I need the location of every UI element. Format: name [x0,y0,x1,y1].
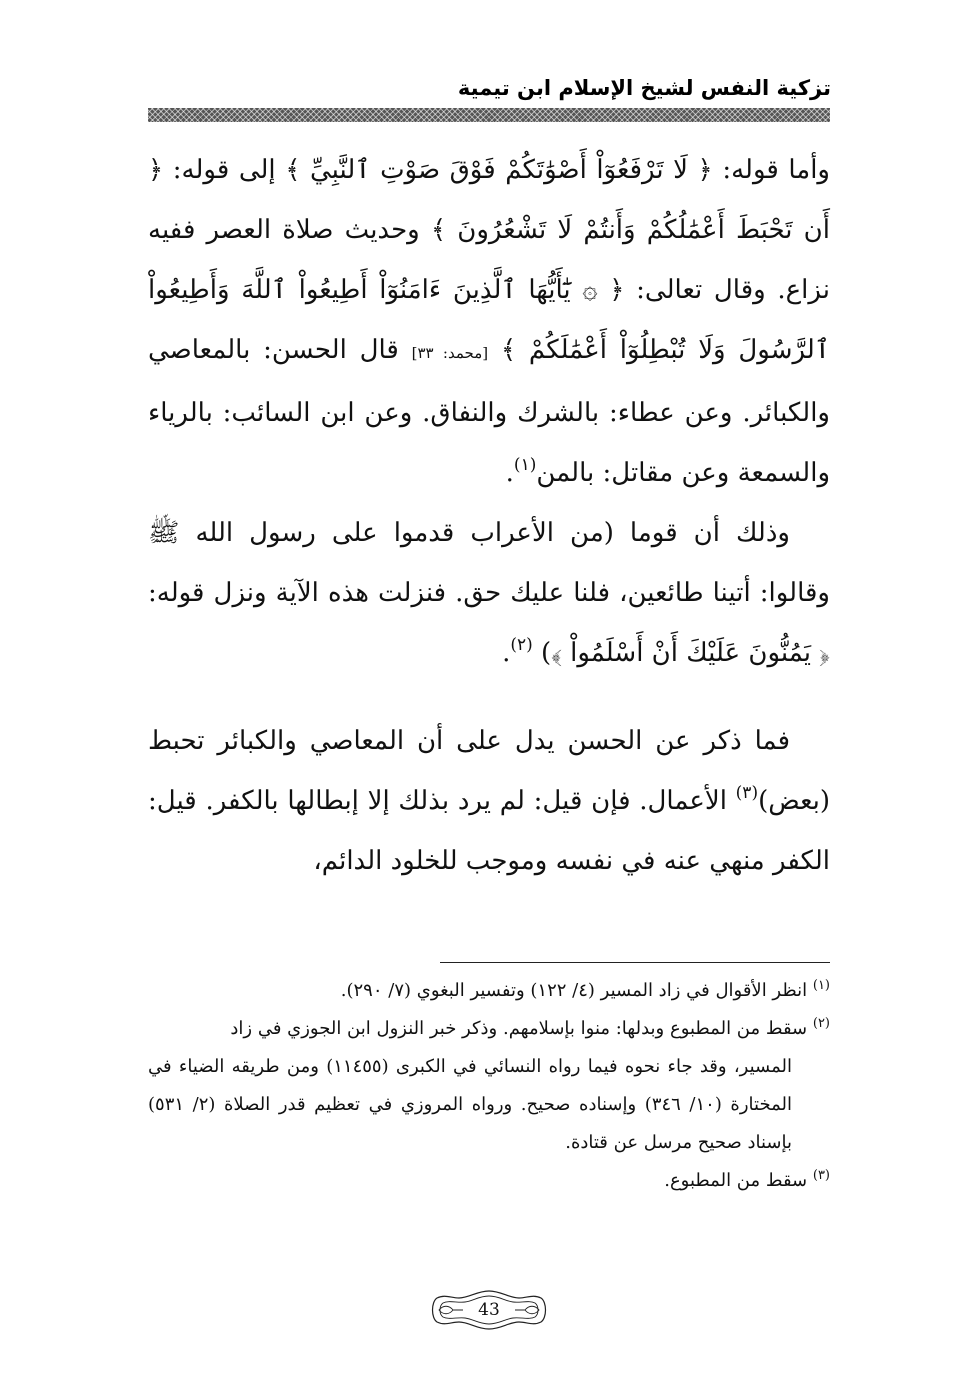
paragraph-1-text-b: قال الحسن: بالمعاصي والكبائر. وعن عطاء: بالشرك والنفاق. وعن ابن السائب: بالرياء والسمعة وعن مقاتل: بالمن [148,335,830,488]
paragraph-3 [148,711,830,891]
footnote-3 [148,1162,830,1200]
paragraph-2 [148,503,830,683]
page-number: 43 [478,1300,500,1320]
running-title: تزكية النفس لشيخ الإسلام ابن تيمية [457,76,831,100]
footnote-2-continuation: المسير، وقد جاء نحوه فيما رواه النسائي في الكبرى (١١٤٥٥) ومن طريقه الضياء في المختارة (١٠/ ٣٤٦) وإسناده صحيح. ورواه المروزي في تعظيم قدر الصلاة (٢/ ٥٣١) بإسناد صحيح مرسل عن قتادة. [148,1056,792,1153]
footnote-2 [148,1010,830,1048]
paragraph-1 [148,140,830,503]
footnote-ref-1: (١) [513,455,537,475]
paragraph-1-text-a: وأما قوله: ﴿ لَا تَرْفَعُوٓاْ أَصْوَٰتَكُمْ فَوْقَ صَوْتِ ٱلنَّبِيِّ ﴾ إلى قوله: ﴿ أَن تَحْبَطَ أَعْمَٰلُكُمْ وَأَنتُمْ لَا تَشْعُرُونَ ﴾ وحديث صلاة العصر ففيه نزاع. وقال تعالى: ﴿ ۞ يَٰٓأَيُّهَا ٱلَّذِينَ ءَامَنُوٓاْ أَطِيعُواْ ٱللَّهَ وَأَطِيعُواْ ٱلرَّسُولَ وَلَا تُبْطِلُوٓاْ أَعْمَٰلَكُمْ ﴾ [148,155,830,365]
footnote-2-text: سقط من المطبوع وبدلها: منوا بإسلامهم. وذكر خبر النزول ابن الجوزي في زاد [230,1018,813,1039]
paragraph-2-text-b: . [502,638,511,668]
footnote-1 [148,972,830,1010]
paragraph-1-text-c: . [505,458,514,488]
paragraph-3-text-a: فما ذكر عن الحسن يدل على أن المعاصي والكبائر تحبط (بعض) [148,726,830,816]
footnote-separator [440,962,830,963]
paragraph-2-text-a: وذلك أن قوما (من الأعراب قدموا على رسول الله ﷺ وقالوا: أتينا طائعين، فلنا عليك حق. فنزلت هذه الآية ونزل قوله: ﴿ يَمُنُّونَ عَلَيْكَ أَنْ أَسْلَمُواْ ﴾) [148,518,830,668]
footnote-ref-2: (٢) [510,635,533,655]
footnote-1-text: انظر الأقوال في زاد المسير (٤/ ١٢٢) وتفسير البغوي (٧/ ٢٩٠). [340,980,813,1001]
paragraph-3-text-b: الأعمال. فإن قيل: لم يرد بذلك إلا إبطالها بالكفر. قيل: الكفر منهي عنه في نفسه وموجب للخلود الدائم، [148,786,830,876]
footnote-3-text: سقط من المطبوع. [664,1170,813,1191]
quran-citation: [محمد: ٣٣] [411,344,489,362]
footnote-2-number: (٢) [812,1016,830,1031]
footnotes [148,972,830,1200]
header-ornamental-rule [148,108,830,122]
footnote-3-number: (٣) [812,1168,830,1183]
main-text [148,140,830,891]
footnote-ref-3: (٣) [735,783,759,803]
footnote-1-number: (١) [812,978,830,993]
